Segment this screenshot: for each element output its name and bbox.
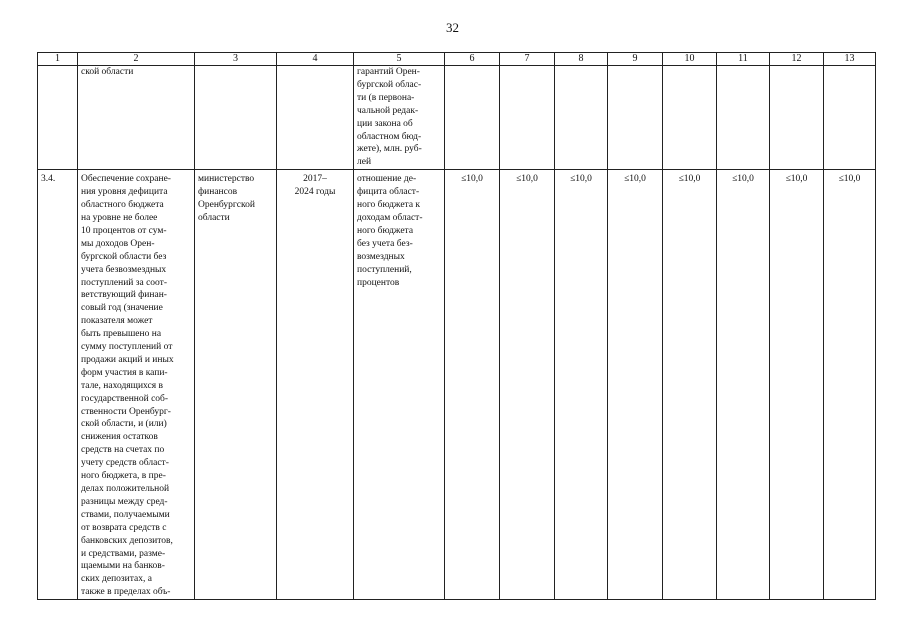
text-line: средств на счетах по <box>81 445 165 456</box>
text-line: также в пределах объ- <box>81 587 171 598</box>
table-row-3-4 <box>38 170 876 600</box>
continuation-indicator-cell <box>354 66 445 170</box>
value-cell: ≤10,0 <box>770 170 824 600</box>
cell-empty <box>770 66 824 170</box>
column-number: 7 <box>500 53 555 66</box>
text-line: областном бюд- <box>357 131 422 142</box>
cell-empty <box>277 66 354 170</box>
item-number: 3.4. <box>38 170 78 600</box>
text-line: областного бюджета <box>81 200 164 211</box>
column-number: 6 <box>445 53 500 66</box>
text-line: бургской области без <box>81 251 167 262</box>
cell-empty <box>445 66 500 170</box>
text-line: доходам област- <box>357 212 423 223</box>
value-cell: ≤10,0 <box>608 170 663 600</box>
text-line: ции закона об <box>357 118 413 129</box>
value-cell: ≤10,0 <box>555 170 608 600</box>
text-line: от возврата средств с <box>81 522 167 533</box>
text-line: учету средств област- <box>81 458 169 469</box>
text-line: 2017– <box>303 174 327 185</box>
page-number: 32 <box>446 20 459 35</box>
text-line: возмездных <box>357 251 405 262</box>
text-line: ствами, получаемыми <box>81 509 170 520</box>
column-number: 11 <box>717 53 770 66</box>
value-cell: ≤10,0 <box>445 170 500 600</box>
text-line: чальной редак- <box>357 105 419 116</box>
responsible-cell <box>195 170 277 600</box>
text-line: банковских депозитов, <box>81 535 173 546</box>
text-line: разницы между сред- <box>81 496 168 507</box>
text-line: министерство <box>198 174 255 185</box>
text-line: ти (в первона- <box>357 92 415 103</box>
value-cell: ≤10,0 <box>824 170 876 600</box>
text-line: ской области <box>81 67 134 77</box>
text-line: и средствами, разме- <box>81 548 166 559</box>
text-line: 10 процентов от сум- <box>81 225 167 236</box>
column-number: 1 <box>38 53 78 66</box>
column-number: 10 <box>663 53 717 66</box>
column-number: 4 <box>277 53 354 66</box>
text-line: 2024 годы <box>294 187 336 198</box>
text-line: продажи акций и иных <box>81 354 174 365</box>
text-line: тале, находящихся в <box>81 380 163 391</box>
period-cell <box>277 170 354 600</box>
column-number-row <box>38 53 876 66</box>
continuation-description-cell <box>78 66 195 170</box>
text-line: показателя может <box>81 316 153 327</box>
cell-empty <box>195 66 277 170</box>
cell-empty <box>717 66 770 170</box>
column-number: 3 <box>195 53 277 66</box>
cell-empty <box>824 66 876 170</box>
column-number: 5 <box>354 53 445 66</box>
text-line: гарантий Орен- <box>357 67 420 77</box>
continuation-row <box>38 66 876 170</box>
column-number: 9 <box>608 53 663 66</box>
indicators-table <box>37 52 876 600</box>
text-line: щаемыми на банков- <box>81 561 165 572</box>
text-line: отношение де- <box>357 174 417 185</box>
text-line: области <box>198 212 230 223</box>
text-line: поступлений, <box>357 264 412 275</box>
text-line: без учета без- <box>357 238 413 249</box>
text-line: ской области, и (или) <box>81 419 167 430</box>
text-line: учета безвозмездных <box>81 264 167 275</box>
text-line: совый год (значение <box>81 303 163 314</box>
column-number: 12 <box>770 53 824 66</box>
cell-empty <box>555 66 608 170</box>
item-description-cell <box>78 170 195 600</box>
cell-empty <box>500 66 555 170</box>
cell-empty <box>608 66 663 170</box>
text-line: ния уровня дефицита <box>81 187 168 198</box>
text-line: ских депозитах, а <box>81 574 152 585</box>
text-line: жете), млн. руб- <box>357 144 422 155</box>
value-cell: ≤10,0 <box>500 170 555 600</box>
text-line: финансов <box>198 187 238 198</box>
text-line: делах положительной <box>81 484 170 494</box>
text-line: бургской облас- <box>357 79 422 90</box>
text-line: ветствующий финан- <box>81 290 167 301</box>
text-line: форм участия в капи- <box>81 367 168 378</box>
text-line: быть превышено на <box>81 329 162 340</box>
text-line: государственной соб- <box>81 393 169 404</box>
text-line: ного бюджета, в пре- <box>81 471 166 482</box>
text-line: на уровне не более <box>81 212 158 223</box>
value-cell: ≤10,0 <box>717 170 770 600</box>
text-line: Оренбургской <box>198 200 255 211</box>
text-line: поступлений за соот- <box>81 277 167 288</box>
column-number: 13 <box>824 53 876 66</box>
text-line: ственности Оренбург- <box>81 406 171 417</box>
indicator-cell <box>354 170 445 600</box>
text-line: Обеспечение сохране- <box>81 174 171 185</box>
text-line: мы доходов Орен- <box>81 238 155 249</box>
column-number: 8 <box>555 53 608 66</box>
text-line: процентов <box>357 277 400 288</box>
text-line: ного бюджета <box>357 225 414 236</box>
text-line: ного бюджета к <box>357 200 421 211</box>
text-line: сумму поступлений от <box>81 342 173 353</box>
cell-empty <box>663 66 717 170</box>
text-line: снижения остатков <box>81 432 158 443</box>
column-number: 2 <box>78 53 195 66</box>
text-line: лей <box>357 157 372 168</box>
text-line: фицита област- <box>357 187 420 198</box>
value-cell: ≤10,0 <box>663 170 717 600</box>
cell-empty <box>38 66 78 170</box>
